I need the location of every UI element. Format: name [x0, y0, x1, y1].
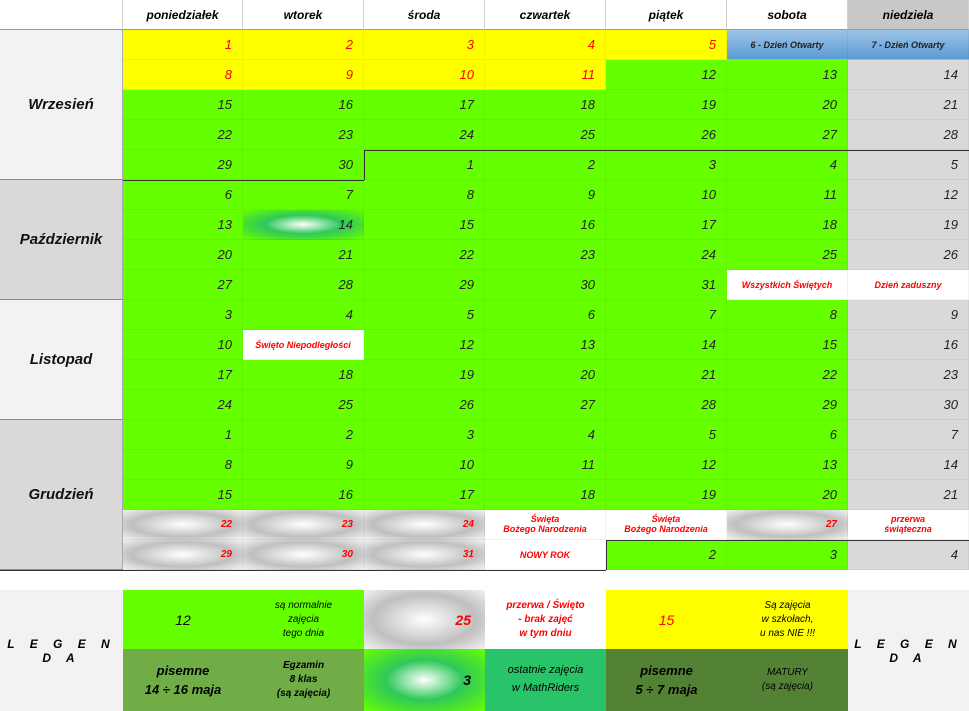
day-cell: 4 — [848, 540, 969, 570]
day-cell: 30 — [243, 540, 364, 570]
month-divider-line — [364, 150, 365, 180]
legend-matura-text: MATURY (są zajęcia) — [727, 649, 848, 711]
day-cell: 19 — [848, 210, 969, 240]
day-cell: 27 — [727, 120, 848, 150]
day-cell: 23 — [243, 510, 364, 540]
day-cell: 8 — [123, 450, 243, 480]
day-cell: 16 — [243, 480, 364, 510]
day-cell: 9 — [848, 300, 969, 330]
day-cell: 14 — [243, 210, 364, 240]
header-corner — [0, 0, 123, 30]
day-cell: 9 — [243, 60, 364, 90]
day-cell: 17 — [606, 210, 727, 240]
day-cell: 7 — [243, 180, 364, 210]
day-cell: 9 — [243, 450, 364, 480]
weekday-header: środa — [364, 0, 485, 30]
day-cell: 28 — [243, 270, 364, 300]
day-cell: 7 — [848, 420, 969, 450]
day-cell: 20 — [727, 90, 848, 120]
day-cell: 26 — [364, 390, 485, 420]
day-cell: 26 — [606, 120, 727, 150]
day-cell: 6 — [727, 420, 848, 450]
day-cell: 13 — [727, 450, 848, 480]
day-cell: 15 — [364, 210, 485, 240]
day-cell: 30 — [485, 270, 606, 300]
day-cell: 14 — [848, 60, 969, 90]
weekday-header: piątek — [606, 0, 727, 30]
day-cell: 16 — [243, 90, 364, 120]
day-cell: 29 — [123, 540, 243, 570]
day-cell: 8 — [727, 300, 848, 330]
day-cell: 16 — [848, 330, 969, 360]
day-cell: 3 — [364, 420, 485, 450]
day-cell: 14 — [606, 330, 727, 360]
holiday-cell: NOWY ROK — [485, 540, 606, 570]
day-cell: 12 — [364, 330, 485, 360]
day-cell: 19 — [606, 480, 727, 510]
day-cell: 12 — [606, 450, 727, 480]
day-cell: 31 — [606, 270, 727, 300]
legend-last-sample: 3 — [364, 649, 485, 711]
legend-green-sample: 12 — [123, 590, 243, 649]
month-label: Wrzesień — [0, 30, 123, 180]
day-cell: 27 — [123, 270, 243, 300]
day-cell: 10 — [606, 180, 727, 210]
legend-exam8-dates: pisemne 14 ÷ 16 maja — [123, 649, 243, 711]
legend-title-left: L E G E N D A — [0, 590, 123, 711]
day-cell: 25 — [243, 390, 364, 420]
day-cell: 7 — [606, 300, 727, 330]
day-cell: 5 — [606, 420, 727, 450]
day-cell: 25 — [485, 120, 606, 150]
day-cell: 6 — [123, 180, 243, 210]
holiday-cell: Święta Bożego Narodzenia — [485, 510, 606, 540]
day-cell: 14 — [848, 450, 969, 480]
day-cell: 17 — [364, 480, 485, 510]
day-cell: 11 — [485, 60, 606, 90]
day-cell: 8 — [123, 60, 243, 90]
day-cell: 3 — [364, 30, 485, 60]
month-divider-line — [606, 540, 969, 541]
month-divider-line — [364, 150, 969, 151]
weekday-header: wtorek — [243, 0, 364, 30]
day-cell: 20 — [123, 240, 243, 270]
day-cell: 3 — [606, 150, 727, 180]
day-cell: 1 — [123, 420, 243, 450]
day-cell: 8 — [364, 180, 485, 210]
day-cell: 29 — [727, 390, 848, 420]
day-cell: 2 — [606, 540, 727, 570]
day-cell: 12 — [606, 60, 727, 90]
day-cell: 2 — [243, 420, 364, 450]
legend-exam8-text: Egzamin 8 klas (są zajęcia) — [243, 649, 364, 711]
day-cell: 19 — [364, 360, 485, 390]
day-cell: 28 — [606, 390, 727, 420]
month-divider-line — [123, 180, 364, 181]
day-cell: 1 — [364, 150, 485, 180]
legend-yellow-text: Są zajęcia w szkołach, u nas NIE !!! — [727, 590, 848, 649]
day-cell: 4 — [727, 150, 848, 180]
holiday-cell: 7 - Dzień Otwarty — [848, 30, 969, 60]
day-cell: 30 — [243, 150, 364, 180]
day-cell: 5 — [606, 30, 727, 60]
day-cell: 21 — [848, 90, 969, 120]
day-cell: 20 — [485, 360, 606, 390]
day-cell: 11 — [727, 180, 848, 210]
day-cell: 10 — [364, 450, 485, 480]
day-cell: 4 — [485, 420, 606, 450]
day-cell: 22 — [727, 360, 848, 390]
day-cell: 27 — [485, 390, 606, 420]
day-cell: 15 — [123, 90, 243, 120]
day-cell: 6 — [485, 300, 606, 330]
holiday-cell: przerwa świąteczna — [848, 510, 969, 540]
day-cell: 18 — [727, 210, 848, 240]
day-cell: 13 — [727, 60, 848, 90]
day-cell: 17 — [364, 90, 485, 120]
day-cell: 23 — [848, 360, 969, 390]
day-cell: 4 — [243, 300, 364, 330]
day-cell: 25 — [727, 240, 848, 270]
holiday-cell: 6 - Dzień Otwarty — [727, 30, 848, 60]
day-cell: 26 — [848, 240, 969, 270]
day-cell: 18 — [485, 480, 606, 510]
legend-last-text: ostatnie zajęcia w MathRiders — [485, 649, 606, 711]
day-cell: 24 — [606, 240, 727, 270]
holiday-cell: Dzień zaduszny — [848, 270, 969, 300]
day-cell: 27 — [727, 510, 848, 540]
day-cell: 17 — [123, 360, 243, 390]
day-cell: 3 — [727, 540, 848, 570]
day-cell: 29 — [364, 270, 485, 300]
legend — [0, 590, 969, 711]
legend-title-right: L E G E N D A — [848, 590, 969, 711]
legend-break-sample: 25 — [364, 590, 485, 649]
holiday-cell: Święta Bożego Narodzenia — [606, 510, 727, 540]
holiday-cell: Święto Niepodległości — [243, 330, 364, 360]
month-divider-line — [0, 570, 606, 571]
month-divider-line — [606, 540, 607, 570]
day-cell: 2 — [243, 30, 364, 60]
legend-green-text: są normalnie zajęcia tego dnia — [243, 590, 364, 649]
day-cell: 5 — [364, 300, 485, 330]
legend-break-text: przerwa / Święto - brak zajęć w tym dniu — [485, 590, 606, 649]
day-cell: 13 — [485, 330, 606, 360]
day-cell: 19 — [606, 90, 727, 120]
day-cell: 22 — [123, 510, 243, 540]
weekday-header: czwartek — [485, 0, 606, 30]
day-cell: 10 — [364, 60, 485, 90]
month-label: Listopad — [0, 300, 123, 420]
day-cell: 28 — [848, 120, 969, 150]
day-cell: 15 — [727, 330, 848, 360]
day-cell: 23 — [243, 120, 364, 150]
day-cell: 9 — [485, 180, 606, 210]
day-cell: 31 — [364, 540, 485, 570]
month-label: Grudzień — [0, 420, 123, 570]
day-cell: 18 — [485, 90, 606, 120]
weekday-header: poniedziałek — [123, 0, 243, 30]
day-cell: 11 — [485, 450, 606, 480]
day-cell: 24 — [364, 120, 485, 150]
day-cell: 4 — [485, 30, 606, 60]
day-cell: 24 — [123, 390, 243, 420]
day-cell: 5 — [848, 150, 969, 180]
weekday-header: sobota — [727, 0, 848, 30]
day-cell: 21 — [606, 360, 727, 390]
day-cell: 23 — [485, 240, 606, 270]
day-cell: 22 — [364, 240, 485, 270]
legend-yellow-sample: 15 — [606, 590, 727, 649]
day-cell: 29 — [123, 150, 243, 180]
day-cell: 12 — [848, 180, 969, 210]
holiday-cell: Wszystkich Świętych — [727, 270, 848, 300]
day-cell: 1 — [123, 30, 243, 60]
day-cell: 24 — [364, 510, 485, 540]
day-cell: 22 — [123, 120, 243, 150]
month-label: Październik — [0, 180, 123, 300]
day-cell: 30 — [848, 390, 969, 420]
day-cell: 15 — [123, 480, 243, 510]
day-cell: 10 — [123, 330, 243, 360]
day-cell: 16 — [485, 210, 606, 240]
day-cell: 3 — [123, 300, 243, 330]
day-cell: 20 — [727, 480, 848, 510]
day-cell: 21 — [243, 240, 364, 270]
day-cell: 21 — [848, 480, 969, 510]
legend-matura-dates: pisemne 5 ÷ 7 maja — [606, 649, 727, 711]
day-cell: 13 — [123, 210, 243, 240]
day-cell: 18 — [243, 360, 364, 390]
day-cell: 2 — [485, 150, 606, 180]
weekday-header: niedziela — [848, 0, 969, 30]
